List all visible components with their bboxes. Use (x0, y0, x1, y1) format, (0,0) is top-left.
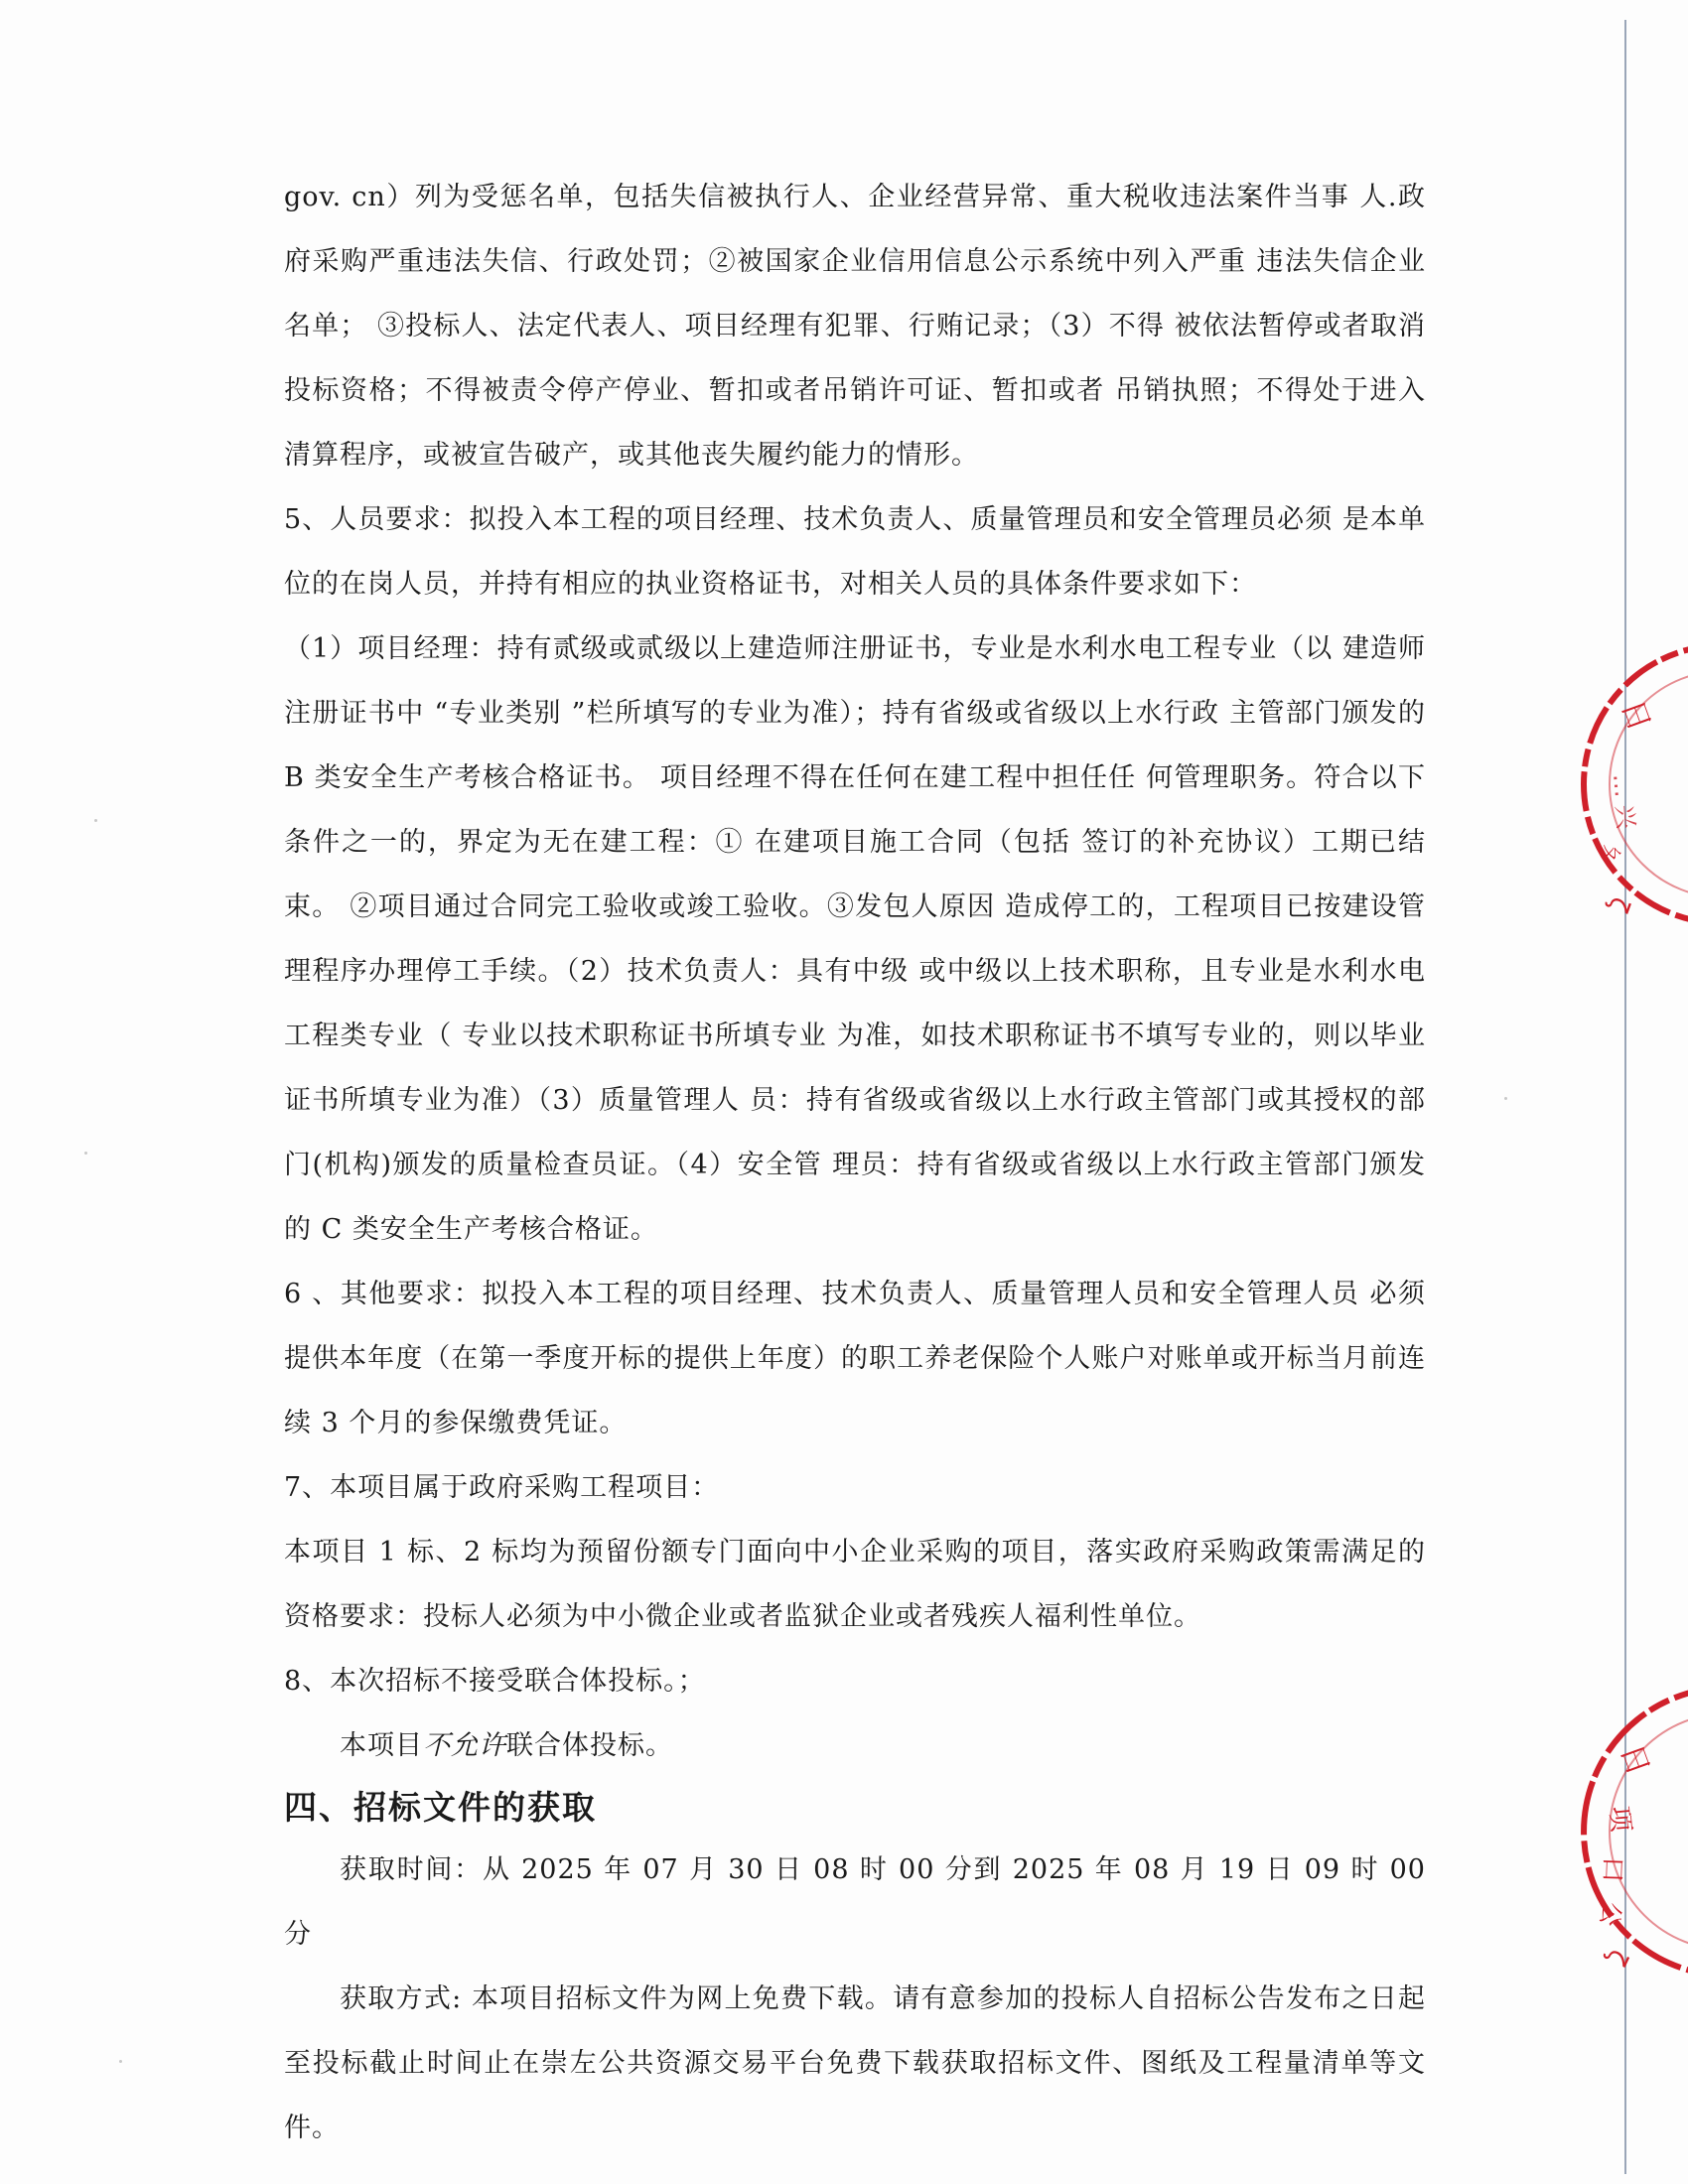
paragraph-credit-restrictions: gov. cn）列为受惩名单，包括失信被执行人、企业经营异常、重大税收违法案件当事 人.政府采购严重违法失信、行政处罚；②被国家企业信用信息公示系统中列入严重 违法失信企业名单； ③投标人、法定代表人、项目经理有犯罪、行贿记录；（3）不得 被依法暂停或者取消投标资格；不得被责令停产停业、暂扣或者吊销许可证、暂扣或者 吊销执照；不得处于进入清算程序，或被宣告破产，或其他丧失履约能力的情形。 (284, 182, 1426, 471)
scan-speck (94, 819, 97, 822)
paragraph-consortium: 8、本次招标不接受联合体投标。； (284, 1666, 706, 1697)
scan-speck (84, 1152, 87, 1155)
paragraph-government-procurement: 7、本项目属于政府采购工程项目： (284, 1472, 720, 1503)
paragraph-personnel-requirements: 5、人员要求：拟投入本工程的项目经理、技术负责人、质量管理员和安全管理员必须 是本单位的在岗人员，并持有相应的执业资格证书，对相关人员的具体条件要求如下： (284, 504, 1426, 600)
svg-text:ζ: ζ (1602, 892, 1635, 917)
document-body (284, 165, 1426, 2160)
svg-text:ㄆ: ㄆ (1596, 838, 1628, 867)
consortium-line (284, 1713, 1426, 1778)
acquisition-method: 获取方式: 本项目招标文件为网上免费下载。请有意参加的投标人自招标公告发布之日起至投标截止时间止在崇左公共资源交易平台免费下载获取招标文件、图纸及工程量清单等文件。 (284, 1983, 1426, 2143)
svg-text:公: 公 (1594, 1899, 1626, 1929)
scan-speck (1504, 1097, 1507, 1100)
consortium-prefix: 本项目 (340, 1730, 423, 1761)
svg-text:日: 日 (1614, 695, 1657, 736)
paragraph-personnel-details: （1）项目经理：持有贰级或贰级以上建造师注册证书，专业是水利水电工程专业（以 建造师注册证书中 “专业类别 ”栏所填写的专业为准）；持有省级或省级以上水行政 主管部门颁发的 B 类安全生产考核合格证书。 项目经理不得在任何在建工程中担任任 何管理职务。符合以下条件之一的，界定为无在建工程：① 在建项目施工合同（包括 签订的补充协议）工期已结束。 ②项目通过合同完工验收或竣工验收。③发包人原因 造成停工的，工程项目已按建设管理程序办理停工手续。（2）技术负责人：具有中级 或中级以上技术职称，且专业是水利水电工程类专业（ 专业以技术职称证书所填专业 为准，如技术职称证书不填写专业的，则以毕业证书所填专业为准）（3）质量管理人 员：持有省级或省级以上水行政主管部门或其授权的部门(机构)颁发的质量检查员证。（4）安全管 理员：持有省级或省级以上水行政主管部门颁发的 C 类安全生产考核合格证。 (284, 633, 1426, 1245)
acquisition-time: 获取时间：从 2025 年 07 月 30 日 08 时 00 分到 2025 年 08 月 19 日 09 时 00 分 (284, 1854, 1426, 1950)
svg-text:ζ: ζ (1600, 1945, 1633, 1971)
consortium-suffix: 联合体投标。 (506, 1730, 673, 1761)
seal-stamp-lower (1569, 1678, 1688, 1976)
svg-text:… 兴: … 兴 (1608, 772, 1640, 830)
svg-text:口: 口 (1597, 1855, 1627, 1883)
paragraph-other-requirements: 6 、其他要求：拟投入本工程的项目经理、技术负责人、质量管理人员和安全管理人员 必须提供本年度（在第一季度开标的提供上年度）的职工养老保险个人账户对账单或开标当月前连 续 3 个月的参保缴费凭证。 (284, 1279, 1426, 1438)
scan-speck (119, 2060, 122, 2063)
consortium-emphasis: 不允许 (423, 1730, 506, 1761)
svg-text:项: 项 (1604, 1804, 1636, 1834)
paragraph-sme-requirement: 本项目 1 标、2 标均为预留份额专门面向中小企业采购的项目，落实政府采购政策需满足的资格要求：投标人必须为中小微企业或者监狱企业或者残疾人福利性单位。 (284, 1537, 1426, 1632)
section-heading: 四、招标文件的获取 (284, 1788, 597, 1827)
seal-stamp-upper (1574, 635, 1688, 933)
svg-text:日: 日 (1613, 1739, 1656, 1780)
